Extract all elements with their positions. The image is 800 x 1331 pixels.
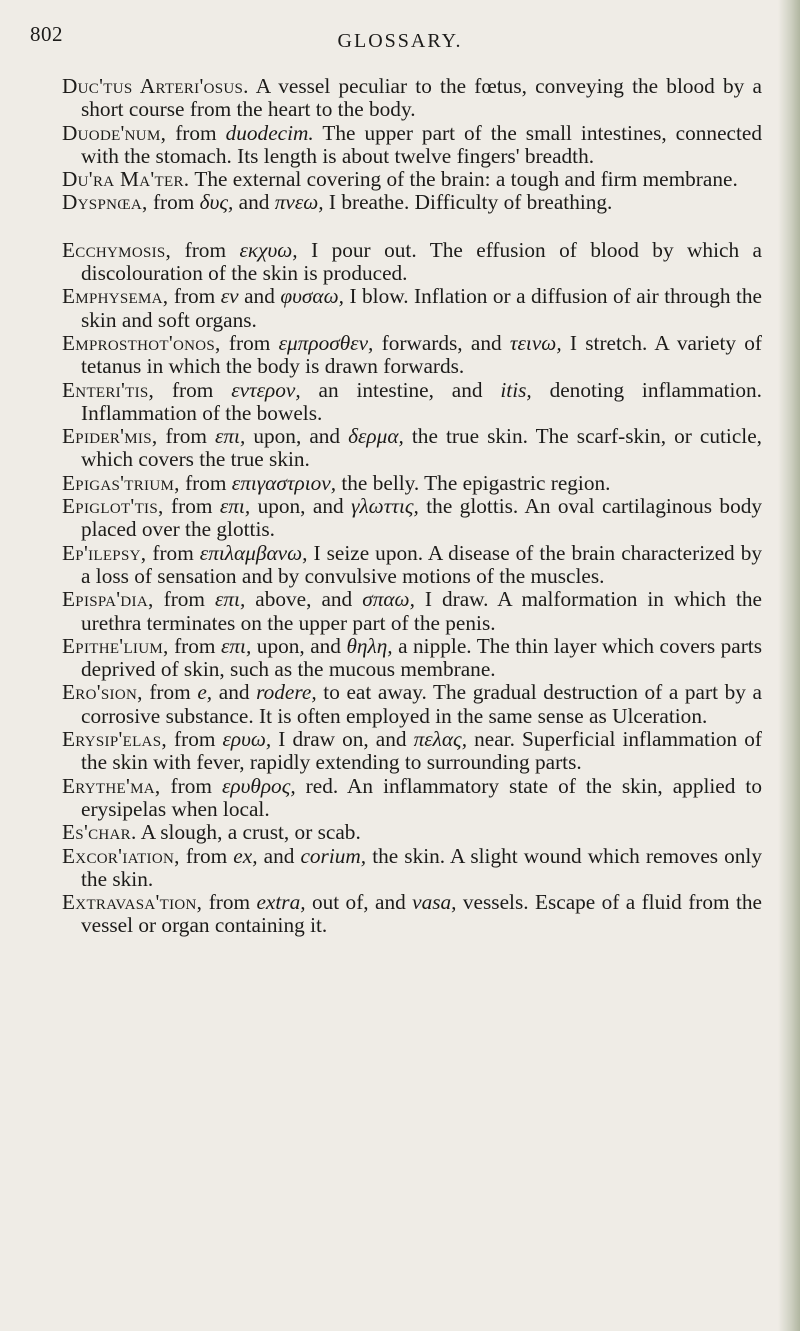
entry-term: Extravasa'tion, bbox=[62, 890, 203, 915]
entry-definition: denoting inflammation. Inflammation of the bowels. bbox=[81, 377, 763, 425]
running-head: GLOSSARY. bbox=[337, 30, 463, 52]
entry-term: Excor'iation, bbox=[62, 843, 180, 868]
entry-etymon: επι, bbox=[214, 587, 246, 612]
entry-definition: I stretch. A variety of tetanus in which the body is drawn forwards. bbox=[81, 330, 763, 379]
entry-etymon-2: τεινω, bbox=[509, 330, 562, 355]
entry-term: Epispa'dia, bbox=[62, 587, 154, 612]
entry-etymon: επιλαμβανω, bbox=[199, 540, 308, 565]
glossary-entry bbox=[62, 191, 762, 214]
entry-term: Duode'num, bbox=[62, 120, 167, 145]
entry-definition: I breathe. Difficulty of breathing. bbox=[323, 190, 613, 215]
page-edge-shadow bbox=[778, 0, 800, 1331]
glossary-entry bbox=[62, 472, 762, 495]
entry-etymon-2: πελας, bbox=[413, 727, 468, 752]
entry-etymon: επι, bbox=[214, 424, 246, 449]
glossary-entry bbox=[62, 379, 762, 426]
entry-from: from bbox=[154, 377, 232, 402]
entry-etymon: εντερον, bbox=[231, 377, 301, 402]
entry-definition: a nipple. The thin layer which covers parts deprived of skin, such as the mucous membrane. bbox=[81, 633, 762, 682]
entry-etymon: επι, bbox=[220, 633, 252, 658]
entry-term: Emprosthot'onos, bbox=[62, 330, 221, 355]
entry-etymon: επιγαστριον, bbox=[231, 470, 337, 495]
entry-term: Es'char. bbox=[62, 820, 137, 845]
glossary-entry bbox=[62, 495, 762, 542]
entry-gloss: and bbox=[212, 680, 257, 705]
entry-term: Duc'tus Arteri'osus. bbox=[62, 74, 249, 98]
entry-from: from bbox=[147, 190, 200, 215]
entry-definition: A slough, a crust, or scab. bbox=[136, 820, 361, 845]
page-header bbox=[0, 22, 800, 52]
entry-etymon-2: γλωττις, bbox=[351, 494, 419, 519]
entry-from: from bbox=[166, 120, 226, 145]
glossary-entry bbox=[62, 122, 762, 169]
entry-gloss: forwards, and bbox=[373, 330, 510, 355]
entry-etymon: δυς, bbox=[199, 190, 234, 215]
entry-etymon: extra, bbox=[256, 890, 306, 915]
entry-etymon-2: σπαω, bbox=[362, 587, 415, 612]
entry-gloss: out of, and bbox=[305, 890, 413, 915]
entry-from: from bbox=[220, 330, 279, 355]
entry-definition: A vessel peculiar to the fœtus, conveying the blood by a short course from the heart to the body. bbox=[81, 74, 762, 122]
glossary-entry bbox=[62, 681, 762, 728]
glossary-entry bbox=[62, 728, 762, 775]
entry-definition: The upper part of the small intestines, connected with the stomach. Its length is about twelve fingers' breadth. bbox=[81, 120, 762, 168]
entry-definition: the glottis. An oval cartilaginous body placed over the glottis. bbox=[81, 494, 763, 542]
entry-etymon-2: corium, bbox=[300, 843, 367, 868]
entry-term: Epider'mis, bbox=[62, 424, 158, 449]
entry-etymon: επι, bbox=[219, 494, 251, 519]
entry-gloss: upon, and bbox=[250, 494, 352, 519]
entry-from: from bbox=[153, 587, 215, 612]
entry-definition: The external covering of the brain: a tough and firm membrane. bbox=[189, 167, 738, 192]
entry-gloss: and bbox=[233, 190, 275, 215]
entry-definition: the belly. The epigastric region. bbox=[336, 470, 611, 495]
entry-term: Enteri'tis, bbox=[62, 377, 155, 402]
glossary-entry bbox=[62, 542, 762, 589]
entry-definition: red. An inflammatory state of the skin, applied to erysipelas when local. bbox=[81, 773, 762, 821]
entry-term: Epithe'lium, bbox=[62, 633, 169, 658]
entry-term: Ero'sion, bbox=[62, 680, 143, 705]
entry-term: Ep'ilepsy, bbox=[62, 540, 147, 565]
entry-term: Epigas'trium, bbox=[62, 470, 180, 495]
entry-definition: I pour out. The effusion of blood by which a discolouration of the skin is produced. bbox=[81, 237, 762, 286]
entry-from: from bbox=[163, 494, 220, 519]
entry-gloss: and bbox=[257, 843, 301, 868]
glossary-entries bbox=[62, 75, 762, 938]
glossary-entry bbox=[62, 821, 762, 844]
entry-gloss: upon, and bbox=[251, 633, 347, 658]
entry-definition: near. Superficial inflammation of the skin with fever, rapidly extending to surrounding parts. bbox=[81, 727, 762, 775]
entry-etymon-2: φυσαω, bbox=[280, 284, 344, 309]
entry-from: from bbox=[179, 843, 234, 868]
entry-term: Erythe'ma, bbox=[62, 773, 161, 798]
entry-definition: I seize upon. A disease of the brain characterized by a loss of sensation and by convulsive motions of the muscles. bbox=[81, 540, 763, 588]
entry-etymon: εν bbox=[220, 284, 239, 309]
entry-from: from bbox=[157, 424, 215, 449]
entry-gloss: upon, and bbox=[245, 424, 349, 449]
entry-from: from bbox=[171, 237, 240, 262]
entry-from: from bbox=[168, 633, 221, 658]
entry-etymon-2: rodere, bbox=[256, 680, 317, 705]
entry-definition: I blow. Inflation or a diffusion of air through the skin and soft organs. bbox=[81, 284, 762, 332]
entry-from: from bbox=[168, 284, 221, 309]
entry-definition: the true skin. The scarf-skin, or cuticle, which covers the true skin. bbox=[81, 424, 762, 472]
entry-etymon-2: vasa, bbox=[412, 890, 457, 915]
entry-gloss: an intestine, and bbox=[300, 377, 501, 402]
glossary-entry bbox=[62, 332, 762, 379]
glossary-entry bbox=[62, 75, 762, 122]
page-number: 802 bbox=[30, 22, 63, 46]
glossary-entry bbox=[62, 588, 762, 635]
entry-etymon: duodecim. bbox=[225, 120, 314, 145]
entry-definition: to eat away. The gradual destruction of a part by a corrosive substance. It is often employed in the same sense as Ulceration. bbox=[81, 680, 762, 728]
entry-etymon: ερυθρος, bbox=[221, 773, 296, 798]
entry-from: from bbox=[202, 890, 257, 915]
entry-definition: vessels. Escape of a fluid from the vessel or organ containing it. bbox=[81, 890, 762, 938]
entry-etymon-2: itis, bbox=[500, 377, 532, 402]
entry-from: from bbox=[146, 540, 200, 565]
entry-etymon: ex, bbox=[233, 843, 258, 868]
entry-definition: the skin. A slight wound which removes only the skin. bbox=[81, 843, 762, 891]
entry-from: from bbox=[179, 470, 232, 495]
entry-etymon: ερυω, bbox=[222, 727, 272, 752]
entry-definition: I draw. A malformation in which the urethra terminates on the upper part of the penis. bbox=[81, 587, 762, 635]
entry-gloss: I draw on, and bbox=[271, 727, 414, 752]
entry-term: Emphysema, bbox=[62, 284, 169, 309]
glossary-entry bbox=[62, 775, 762, 822]
entry-etymon: e, bbox=[197, 680, 213, 705]
entry-etymon: εμπροσθεν, bbox=[278, 330, 374, 355]
glossary-entry bbox=[62, 845, 762, 892]
entry-etymon-2: πνεω, bbox=[274, 190, 324, 215]
entry-term: Epiglot'tis, bbox=[62, 494, 164, 519]
glossary-entry bbox=[62, 635, 762, 682]
entry-term: Erysip'elas, bbox=[62, 727, 167, 752]
glossary-entry bbox=[62, 425, 762, 472]
entry-from: from bbox=[166, 727, 223, 752]
glossary-entry bbox=[62, 285, 762, 332]
glossary-entry bbox=[62, 239, 762, 286]
entry-etymon: εκχυω, bbox=[239, 237, 298, 262]
entry-gloss: above, and bbox=[245, 587, 363, 612]
entry-term: Ecchymosis, bbox=[62, 237, 172, 262]
entry-from: from bbox=[142, 680, 198, 705]
entry-from: from bbox=[160, 773, 222, 798]
entry-etymon-2: θηλη, bbox=[346, 633, 393, 658]
entry-etymon-2: δερμα, bbox=[348, 424, 404, 449]
entry-gloss: and bbox=[238, 284, 281, 309]
entry-term: Du'ra Ma'ter. bbox=[62, 167, 190, 192]
glossary-entry bbox=[62, 168, 762, 191]
entry-term: Dyspnœa, bbox=[62, 190, 148, 215]
glossary-entry bbox=[62, 891, 762, 938]
